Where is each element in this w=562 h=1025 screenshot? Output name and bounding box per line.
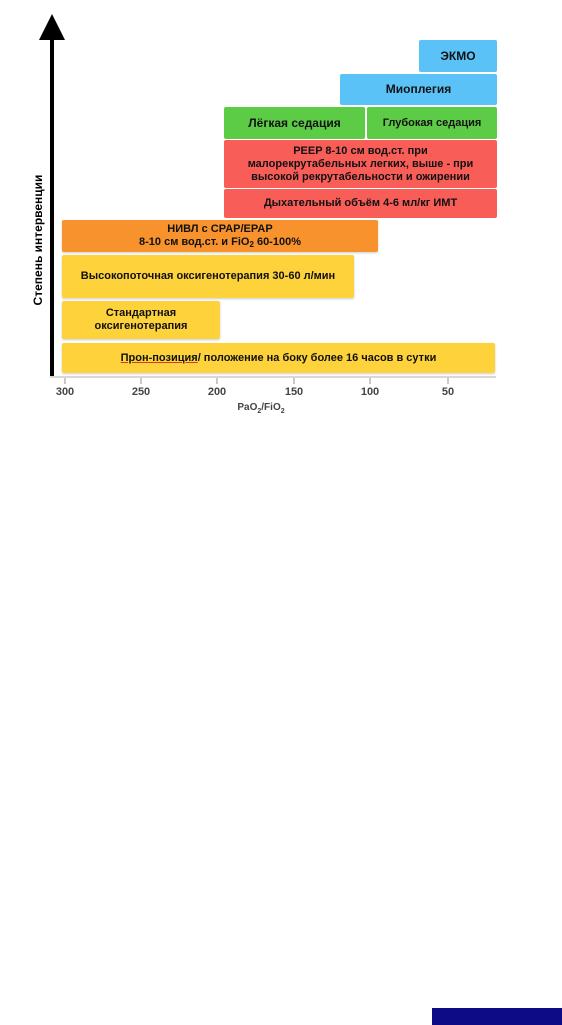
x-axis-line <box>50 376 496 378</box>
prone-position-label <box>121 352 437 365</box>
peep-line: малорекрутабельных легких, выше - при <box>247 157 474 170</box>
prone-position-box <box>62 343 495 373</box>
light-sedation-box <box>224 107 365 139</box>
standard-oxygen-box <box>62 301 220 339</box>
tidal-volume-box <box>224 189 497 218</box>
deep-sedation-box <box>367 107 497 139</box>
x-tick-label: 200 <box>207 386 227 398</box>
standard-oxygen-line: Стандартная <box>105 307 177 319</box>
x-tick-mark <box>447 378 449 384</box>
footer-badge <box>432 1008 562 1025</box>
x-axis-label <box>237 402 284 413</box>
prone-underlined-text: Прон-позиция <box>120 351 198 364</box>
y-axis-label: Степень интервенции <box>31 174 45 306</box>
myoplegia-label: Миоплегия <box>385 82 452 96</box>
niv-box <box>62 220 378 252</box>
x-tick-label: 50 <box>441 386 455 398</box>
niv-line2-pre: 8-10 см вод.ст. и FiO <box>139 236 250 248</box>
x-tick-label: 150 <box>284 386 304 398</box>
hfnc-label: Высокопоточная оксигенотерапия 30-60 л/мин <box>80 270 336 282</box>
niv-line1: НИВЛ с CPAP/EPAP <box>167 223 273 235</box>
intervention-diagram <box>0 0 562 430</box>
x-axis-label-fio: /FiO <box>261 402 281 413</box>
peep-line: PEEP 8-10 см вод.ст. при <box>293 144 428 157</box>
niv-line2 <box>139 236 301 249</box>
myoplegia-box <box>340 74 497 105</box>
ecmo-box <box>419 40 497 72</box>
x-axis-label-pao: PaO <box>237 402 258 413</box>
niv-line2-post: 60-100% <box>253 236 301 248</box>
hfnc-box <box>62 255 354 298</box>
standard-oxygen-line: оксигенотерапия <box>94 320 188 332</box>
x-tick-label: 300 <box>55 386 75 398</box>
x-tick-label: 250 <box>131 386 151 398</box>
tidal-volume-label: Дыхательный объём 4-6 мл/кг ИМТ <box>263 197 458 209</box>
x-tick-mark <box>64 378 66 384</box>
x-tick-mark <box>216 378 218 384</box>
deep-sedation-label: Глубокая седация <box>382 116 482 129</box>
niv-line2-sub: 2 <box>249 240 254 249</box>
prone-rest-text: / положение на боку более 16 часов в сутки <box>197 351 437 364</box>
x-axis-label-sub: 2 <box>257 408 262 415</box>
x-tick-mark <box>293 378 295 384</box>
x-axis-label-sub: 2 <box>280 408 285 415</box>
y-axis-line <box>50 36 54 378</box>
x-tick-mark <box>140 378 142 384</box>
peep-line: высокой рекрутабельности и ожирении <box>251 170 470 183</box>
peep-box <box>224 140 497 188</box>
x-tick-label: 100 <box>360 386 380 398</box>
ecmo-label: ЭКМО <box>440 48 476 63</box>
x-tick-mark <box>369 378 371 384</box>
light-sedation-label: Лёгкая седация <box>248 115 341 130</box>
